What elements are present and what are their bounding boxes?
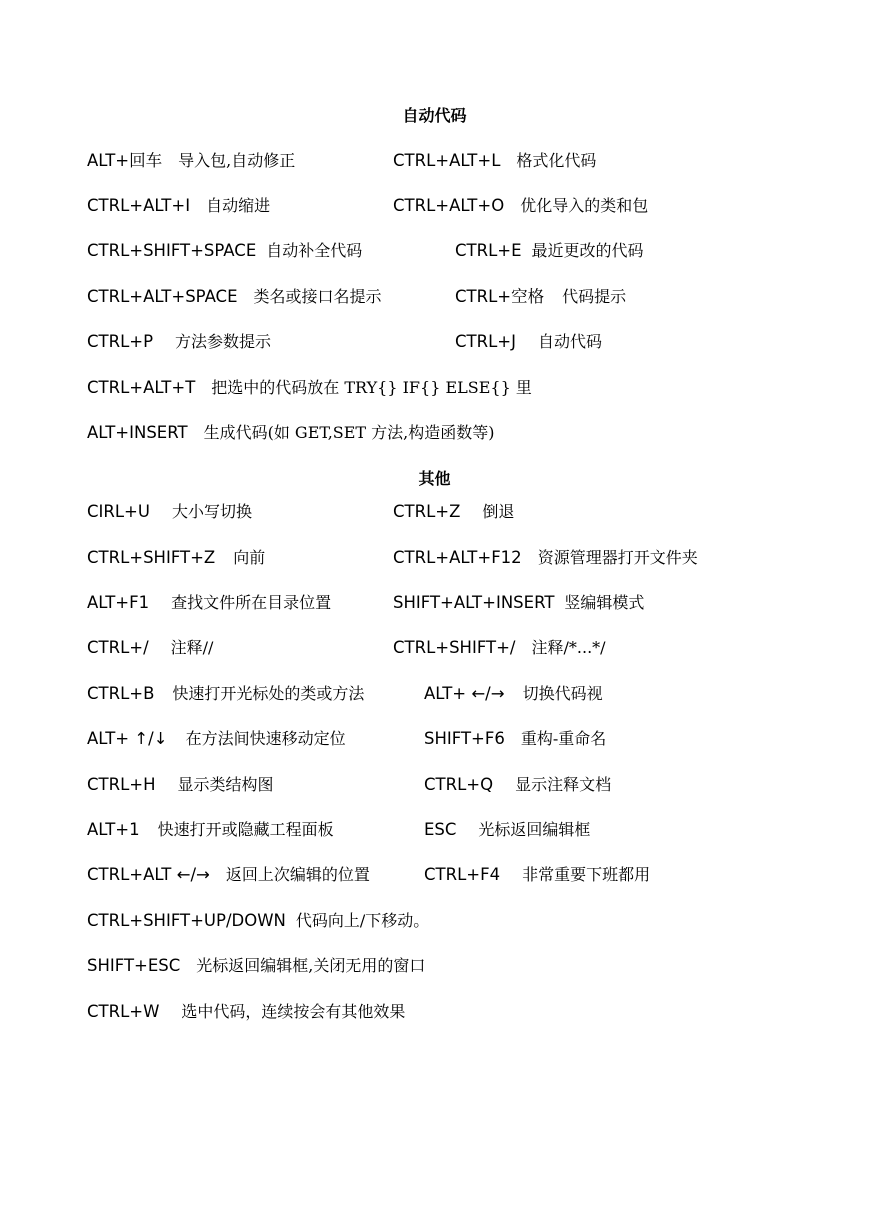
shortcut-key: ESC bbox=[424, 820, 457, 839]
shortcut-key: CTRL+ALT+L bbox=[393, 151, 501, 170]
shortcut-key: SHIFT+F6 bbox=[424, 729, 505, 748]
shortcut-row bbox=[393, 592, 644, 614]
shortcut-description: 快速打开或隐藏工程面板 bbox=[157, 820, 334, 839]
shortcut-description: 快速打开光标处的类或方法 bbox=[172, 684, 365, 703]
shortcut-key: CTRL+ALT+I bbox=[87, 196, 191, 215]
shortcut-key: CTRL+E bbox=[455, 241, 522, 260]
shortcut-key: ALT+1 bbox=[87, 820, 140, 839]
shortcut-key: CTRL+/ bbox=[87, 638, 149, 657]
shortcut-row bbox=[424, 774, 611, 796]
shortcut-description: 最近更改的代码 bbox=[531, 241, 644, 260]
shortcut-row bbox=[87, 422, 495, 444]
shortcut-key: CTRL+SHIFT+Z bbox=[87, 548, 216, 567]
shortcut-description: 自动缩进 bbox=[206, 196, 271, 215]
shortcut-description: 非常重要下班都用 bbox=[522, 865, 651, 884]
shortcut-description: 导入包,自动修正 bbox=[178, 151, 296, 170]
shortcut-key: CTRL+ALT ←/→ bbox=[87, 865, 210, 884]
shortcut-row bbox=[455, 240, 644, 262]
shortcut-key: CTRL+F4 bbox=[424, 865, 501, 884]
shortcut-row bbox=[87, 819, 334, 841]
shortcut-row bbox=[393, 195, 648, 217]
shortcut-description: 竖编辑模式 bbox=[564, 593, 645, 612]
shortcut-row bbox=[87, 864, 370, 886]
shortcut-row bbox=[87, 331, 271, 353]
shortcut-description: 向前 bbox=[233, 548, 266, 567]
shortcut-row bbox=[87, 774, 274, 796]
shortcut-row bbox=[87, 1001, 405, 1023]
shortcut-row bbox=[87, 728, 346, 750]
shortcut-row bbox=[87, 955, 425, 977]
shortcut-row bbox=[393, 150, 596, 172]
shortcut-description: 重构-重命名 bbox=[520, 729, 607, 748]
shortcut-description: 倒退 bbox=[482, 502, 515, 521]
shortcut-description: 自动补全代码 bbox=[266, 241, 363, 260]
shortcut-row bbox=[393, 637, 606, 659]
shortcut-key: CTRL+B bbox=[87, 684, 155, 703]
shortcut-key: CTRL+ALT+SPACE bbox=[87, 287, 238, 306]
shortcut-row bbox=[393, 547, 698, 569]
shortcut-description: 显示类结构图 bbox=[177, 775, 274, 794]
shortcut-key: CTRL+W bbox=[87, 1002, 160, 1021]
shortcut-row bbox=[424, 864, 650, 886]
shortcut-row bbox=[87, 240, 362, 262]
shortcut-key: CTRL+SHIFT+UP/DOWN bbox=[87, 911, 286, 930]
shortcut-key: CTRL+Z bbox=[393, 502, 461, 521]
shortcut-key: ALT+INSERT bbox=[87, 423, 188, 442]
shortcut-key: CTRL+Q bbox=[424, 775, 494, 794]
shortcut-description: 资源管理器打开文件夹 bbox=[537, 548, 698, 567]
shortcut-key: CIRL+U bbox=[87, 502, 150, 521]
shortcut-key: CTRL+J bbox=[455, 332, 516, 351]
shortcut-row bbox=[87, 592, 331, 614]
shortcut-key: CTRL+P bbox=[87, 332, 154, 351]
shortcut-row bbox=[455, 286, 626, 308]
shortcut-description: 光标返回编辑框,关闭无用的窗口 bbox=[196, 956, 426, 975]
shortcut-key: ALT+ ↑/↓ bbox=[87, 729, 168, 748]
shortcut-row bbox=[87, 547, 265, 569]
shortcut-row bbox=[455, 331, 602, 353]
shortcut-row bbox=[424, 683, 603, 705]
shortcut-key: SHIFT+ALT+INSERT bbox=[393, 593, 555, 612]
shortcut-description: 格式化代码 bbox=[516, 151, 597, 170]
shortcut-row bbox=[87, 637, 213, 659]
shortcut-row bbox=[87, 195, 270, 217]
shortcut-key: CTRL+空格 bbox=[455, 287, 545, 306]
section-heading-auto-code: 自动代码 bbox=[402, 106, 467, 125]
shortcut-row bbox=[87, 501, 252, 523]
shortcut-key: CTRL+SHIFT+SPACE bbox=[87, 241, 257, 260]
shortcut-key: ALT+ ←/→ bbox=[424, 684, 505, 703]
shortcut-description: 代码提示 bbox=[562, 287, 627, 306]
shortcut-description: 查找文件所在目录位置 bbox=[171, 593, 332, 612]
shortcut-row bbox=[87, 910, 429, 932]
shortcut-row bbox=[87, 683, 364, 705]
shortcut-key: CTRL+H bbox=[87, 775, 156, 794]
shortcut-row bbox=[87, 286, 382, 308]
shortcut-description: 光标返回编辑框 bbox=[478, 820, 591, 839]
shortcut-row bbox=[393, 501, 514, 523]
shortcut-description: 自动代码 bbox=[537, 332, 602, 351]
shortcut-description: 大小写切换 bbox=[171, 502, 252, 521]
shortcut-key: SHIFT+ESC bbox=[87, 956, 181, 975]
shortcut-description: 类名或接口名提示 bbox=[253, 287, 382, 306]
shortcut-key: CTRL+ALT+F12 bbox=[393, 548, 522, 567]
shortcut-row bbox=[424, 819, 590, 841]
shortcut-description: 显示注释文档 bbox=[515, 775, 612, 794]
shortcut-row bbox=[424, 728, 606, 750]
shortcut-key: CTRL+ALT+O bbox=[393, 196, 505, 215]
shortcut-key: ALT+F1 bbox=[87, 593, 150, 612]
shortcut-description: 在方法间快速移动定位 bbox=[185, 729, 346, 748]
section-heading-other: 其他 bbox=[418, 469, 451, 488]
shortcut-row bbox=[87, 377, 532, 399]
shortcut-description: 注释/*...*/ bbox=[531, 638, 606, 657]
shortcut-key: ALT+回车 bbox=[87, 151, 163, 170]
shortcut-row bbox=[87, 150, 295, 172]
shortcut-description: 注释// bbox=[170, 638, 214, 657]
shortcut-description: 优化导入的类和包 bbox=[520, 196, 649, 215]
shortcut-description: 切换代码视 bbox=[522, 684, 603, 703]
shortcut-description: 代码向上/下移动。 bbox=[295, 911, 430, 930]
shortcut-description: 方法参数提示 bbox=[175, 332, 272, 351]
shortcut-description: 把选中的代码放在 TRY{} IF{} ELSE{} 里 bbox=[211, 378, 532, 397]
shortcut-key: CTRL+ALT+T bbox=[87, 378, 196, 397]
shortcut-key: CTRL+SHIFT+/ bbox=[393, 638, 516, 657]
shortcut-description: 选中代码，连续按会有其他效果 bbox=[181, 1002, 406, 1021]
shortcut-description: 返回上次编辑的位置 bbox=[225, 865, 370, 884]
shortcut-description: 生成代码(如 GET,SET 方法,构造函数等) bbox=[203, 423, 495, 442]
